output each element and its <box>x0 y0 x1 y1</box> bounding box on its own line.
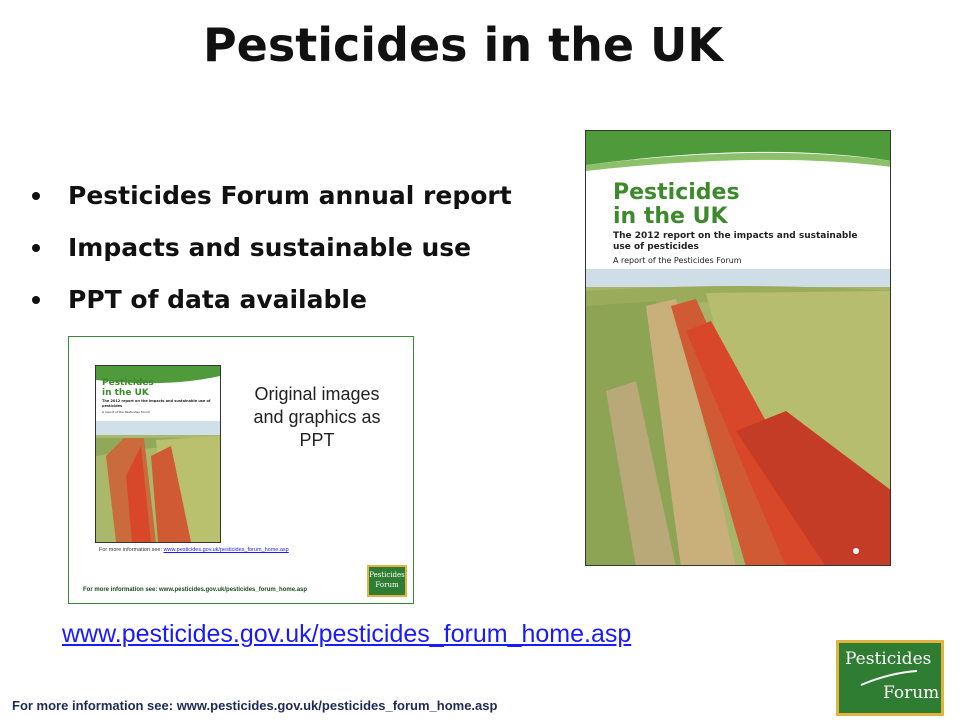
bullet-dot-icon <box>32 244 40 252</box>
pesticides-forum-logo <box>836 640 944 716</box>
thumbnail-cover-byline: A report of the Pesticides Forum <box>102 410 151 414</box>
bullet-item <box>30 172 512 224</box>
thumbnail-cover-subtitle: The 2012 report on the impacts and sustainable use of pesticides <box>102 399 211 408</box>
thumbnail-small-link[interactable]: www.pesticides.gov.uk/pesticides_forum_home.asp <box>163 547 289 553</box>
bullet-item <box>30 276 512 328</box>
bullet-list <box>30 172 512 328</box>
report-cover-image <box>585 130 891 566</box>
thumbnail-logo-line2: Forum <box>375 581 399 589</box>
bullet-dot-icon <box>32 296 40 304</box>
bullet-text: Pesticides Forum annual report <box>68 181 512 210</box>
thumbnail-slide-image <box>68 336 414 604</box>
cover-subtitle: The 2012 report on the impacts and sustainable use of pesticides <box>613 231 858 252</box>
forum-website-link[interactable]: www.pesticides.gov.uk/pesticides_forum_home.asp <box>62 620 632 648</box>
bullet-text: PPT of data available <box>68 285 367 314</box>
thumbnail-logo-line1: Pesticides <box>369 571 405 579</box>
thumbnail-cover-title: Pesticides in the UK <box>102 378 154 398</box>
logo-line1: Pesticides <box>845 649 932 669</box>
slide-title: Pesticides in the UK <box>202 18 724 72</box>
bullet-item <box>30 224 512 276</box>
thumbnail-small-prefix: For more information see: <box>99 547 164 553</box>
logo-line2: Forum <box>883 683 940 703</box>
thumbnail-caption: Original images and graphics as PPT <box>253 384 381 450</box>
cover-byline: A report of the Pesticides Forum <box>613 256 742 265</box>
thumbnail-footer: For more information see: www.pesticides.gov.uk/pesticides_forum_home.asp <box>83 587 308 593</box>
thumbnail-small-info <box>99 547 289 553</box>
cover-title: Pesticides in the UK <box>613 180 740 229</box>
thumbnail-report-cover <box>95 365 221 543</box>
bullet-text: Impacts and sustainable use <box>68 233 472 262</box>
thumbnail-logo <box>367 565 407 597</box>
footer-info: For more information see: www.pesticides.gov.uk/pesticides_forum_home.asp <box>12 698 498 713</box>
bullet-dot-icon <box>32 192 40 200</box>
